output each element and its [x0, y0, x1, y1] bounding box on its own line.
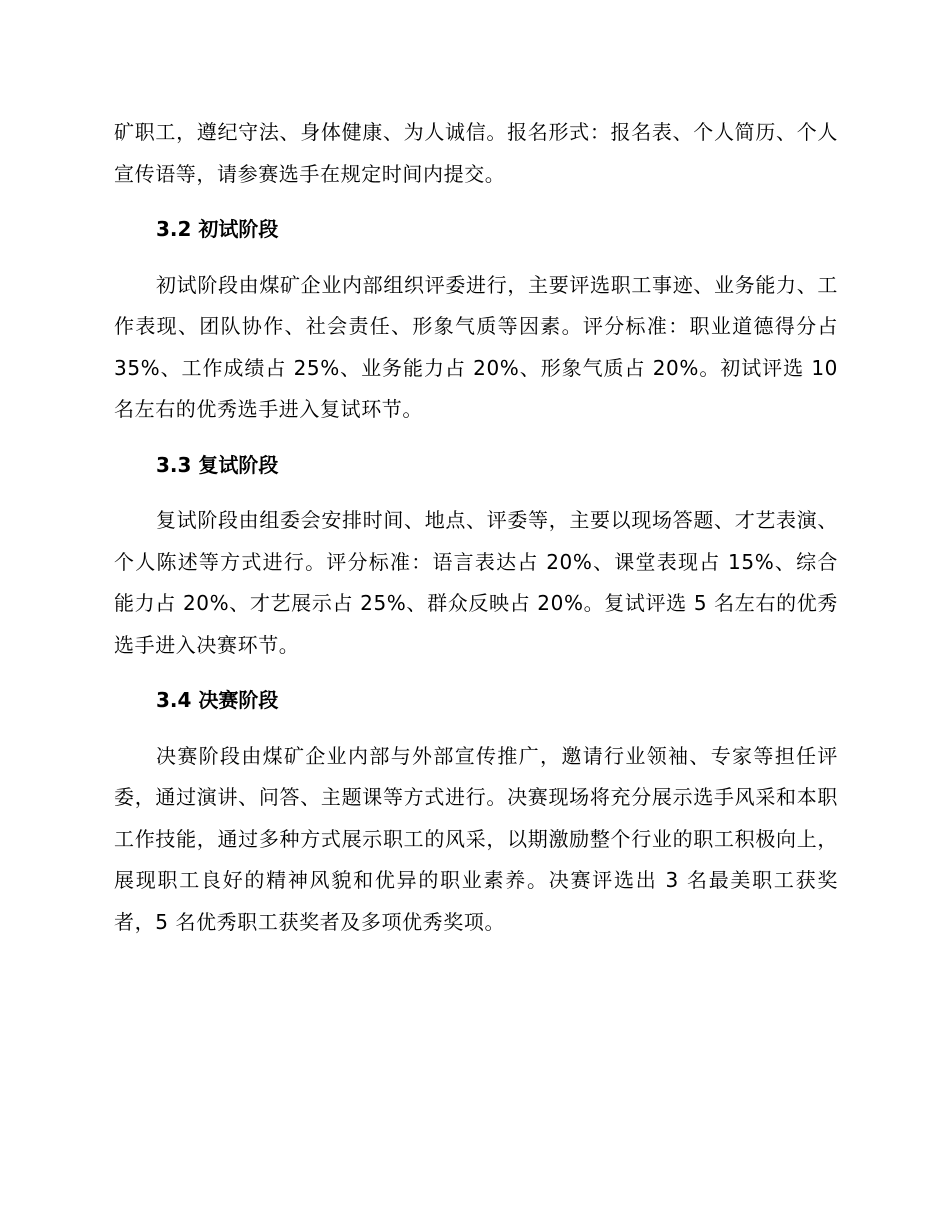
- paragraph-final: 决赛阶段由煤矿企业内部与外部宣传推广，邀请行业领袖、专家等担任评委，通过演讲、问答、主题课等方式进行。决赛现场将充分展示选手风采和本职工作技能，通过多种方式展示职工的风采，以期激励整个行业的职工积极向上，展现职工良好的精神风貌和优异的职业素养。决赛评选出 3 名最美职工获奖者，5 名优秀职工获奖者及多项优秀奖项。: [114, 743, 838, 934]
- spacer: [114, 722, 838, 736]
- document-page: [114, 112, 838, 943]
- spacer: [114, 251, 838, 265]
- heading-preliminary: 3.2 初试阶段: [156, 217, 279, 241]
- spacer: [114, 195, 838, 209]
- paragraph-registration: 矿职工，遵纪守法、身体健康、为人诚信。报名形式：报名表、个人简历、个人宣传语等，请参赛选手在规定时间内提交。: [114, 120, 838, 186]
- spacer: [114, 431, 838, 445]
- paragraph-second-round: 复试阶段由组委会安排时间、地点、评委等，主要以现场答题、才艺表演、个人陈述等方式进行。评分标准：语言表达占 20%、课堂表现占 15%、综合能力占 20%、才艺展示占 25%、群众反映占 20%。复试评选 5 名左右的优秀选手进入决赛环节。: [114, 508, 838, 657]
- heading-final: 3.4 决赛阶段: [156, 688, 279, 712]
- paragraph-preliminary: 初试阶段由煤矿企业内部组织评委进行，主要评选职工事迹、业务能力、工作表现、团队协作、社会责任、形象气质等因素。评分标准：职业道德得分占 35%、工作成绩占 25%、业务能力占 20%、形象气质占 20%。初试评选 10 名左右的优秀选手进入复试环节。: [114, 272, 838, 421]
- spacer: [114, 666, 838, 680]
- heading-second-round: 3.3 复试阶段: [156, 452, 279, 477]
- spacer: [114, 486, 838, 500]
